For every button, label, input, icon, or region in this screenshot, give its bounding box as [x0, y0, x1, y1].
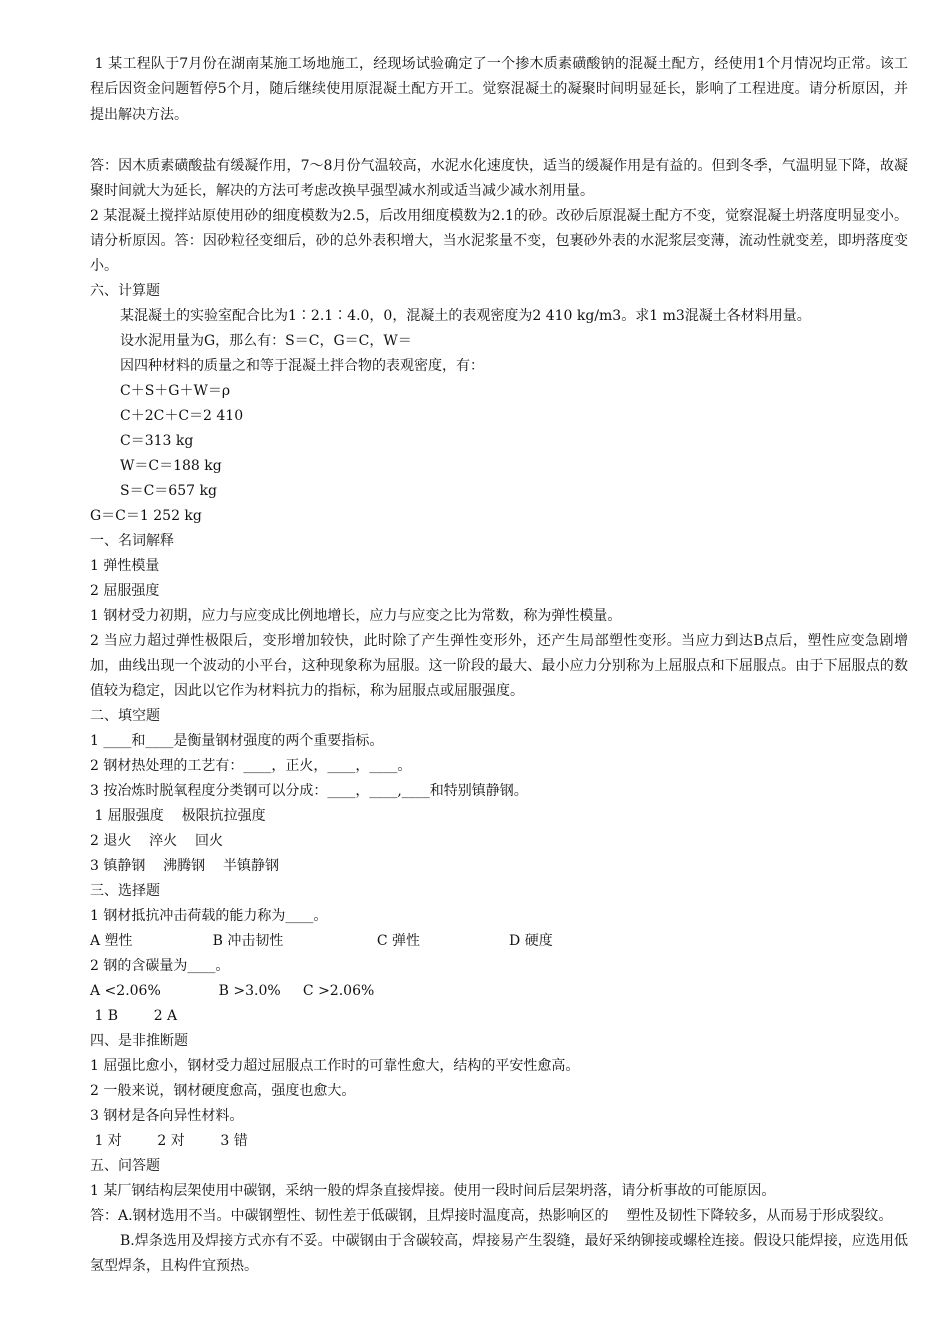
term-item: 1 弹性模量 [90, 558, 160, 575]
calc-formula: C＋S＋G＋W＝ρ [120, 383, 231, 400]
section-heading-true-false: 四、是非推断题 [90, 1033, 188, 1050]
section-heading-fill-blank: 二、填空题 [90, 708, 160, 725]
judgement-item: 2 一般来说，钢材硬度愈高，强度也愈大。 [90, 1083, 356, 1100]
choice-question: 1 钢材抵抗冲击荷载的能力称为____。 [90, 908, 328, 925]
qa-answer: 答：A.钢材选用不当。中碳钢塑性、韧性差于低碳钢，且焊接时温度高，热影响区的 塑性及韧性下降较多，从而易于形成裂纹。 [90, 1208, 893, 1225]
calc-result: W＝C＝188 kg [120, 458, 222, 475]
calc-result: S＝C＝657 kg [120, 483, 217, 500]
answer-1: 答：因木质素磺酸盐有缓凝作用，7～8月份气温较高，水泥水化速度快，适当的缓凝作用是有益的。但到冬季，气温明显下降，故凝聚时间就大为延长，解决的方法可考虑改换早强型减水剂或适当减少减水剂用量。 [90, 158, 908, 200]
fill-answer: 1 屈服强度 极限抗拉强度 [90, 808, 266, 825]
calc-formula: C＋2C＋C＝2 410 [120, 408, 244, 425]
choice-options: A <2.06% B >3.0% C >2.06% [90, 983, 375, 1000]
choice-options: A 塑性 B 冲击韧性 C 弹性 D 硬度 [90, 933, 553, 950]
fill-answer: 2 退火 淬火 回火 [90, 833, 223, 850]
term-answer: 1 钢材受力初期，应力与应变成比例地增长，应力与应变之比为常数，称为弹性模量。 [90, 608, 622, 625]
calc-step: 因四种材料的质量之和等于混凝土拌合物的表观密度，有： [120, 358, 484, 375]
qa-question: 1 某厂钢结构层架使用中碳钢，采纳一般的焊条直接焊接。使用一段时间后层架坍落，请分析事故的可能原因。 [90, 1183, 776, 1200]
calc-problem: 某混凝土的实验室配合比为1∶2.1∶4.0，0，混凝土的表观密度为2 410 kg/m3。求1 m3混凝土各材料用量。 [120, 308, 811, 325]
section-heading-qa: 五、问答题 [90, 1158, 160, 1175]
fill-question: 2 钢材热处理的工艺有：____，正火，____，____。 [90, 758, 412, 775]
question-2: 2 某混凝土搅拌站原使用砂的细度模数为2.5，后改用细度模数为2.1的砂。改砂后原混凝土配方不变，觉察混凝土坍落度明显变小。请分析原因。答：因砂粒径变细后，砂的总外表积增大，当水泥浆量不变，包裹砂外表的水泥浆层变薄，流动性就变差，即坍落度变小。 [90, 208, 908, 275]
term-item: 2 屈服强度 [90, 583, 160, 600]
section-heading-terms: 一、名词解释 [90, 533, 174, 550]
term-answer: 2 当应力超过弹性极限后，变形增加较快，此时除了产生弹性变形外，还产生局部塑性变形。当应力到达B点后，塑性应变急剧增加，曲线出现一个波动的小平台，这种现象称为屈服。这一阶段的最大、最小应力分别称为上屈服点和下屈服点。由于下屈服点的数值较为稳定，因此以它作为材料抗力的指标，称为屈服点或屈服强度。 [90, 633, 908, 700]
judgement-answer: 1 对 2 对 3 错 [90, 1133, 248, 1150]
fill-question: 1 ____和____是衡量钢材强度的两个重要指标。 [90, 733, 384, 750]
choice-answer: 1 B 2 A [90, 1008, 178, 1025]
section-heading-choice: 三、选择题 [90, 883, 160, 900]
qa-answer: B.焊条选用及焊接方式亦有不妥。中碳钢由于含碳较高，焊接易产生裂缝，最好采纳铆接或螺栓连接。假设只能焊接，应选用低氢型焊条，且构件宜预热。 [90, 1233, 908, 1275]
question-1: 1 某工程队于7月份在湖南某施工场地施工，经现场试验确定了一个掺木质素磺酸钠的混凝土配方，经使用1个月情况均正常。该工程后因资金问题暂停5个月，随后继续使用原混凝土配方开工。觉察混凝土的凝聚时间明显延长，影响了工程进度。请分析原因，并提出解决方法。 [90, 56, 909, 123]
calc-result: G＝C＝1 252 kg [90, 508, 202, 525]
choice-question: 2 钢的含碳量为____。 [90, 958, 230, 975]
fill-answer: 3 镇静钢 沸腾钢 半镇静钢 [90, 858, 279, 875]
judgement-item: 3 钢材是各向异性材料。 [90, 1108, 244, 1125]
fill-question: 3 按冶炼时脱氧程度分类钢可以分成：____，____,____和特别镇静钢。 [90, 783, 528, 800]
section-heading-calculation: 六、计算题 [90, 283, 160, 300]
document-page [90, 52, 908, 1279]
calc-result: C＝313 kg [120, 433, 194, 450]
calc-step: 设水泥用量为G，那么有：S＝C，G＝C，W＝ [120, 333, 412, 350]
judgement-item: 1 屈强比愈小，钢材受力超过屈服点工作时的可靠性愈大，结构的平安性愈高。 [90, 1058, 580, 1075]
blank-line [90, 128, 908, 154]
